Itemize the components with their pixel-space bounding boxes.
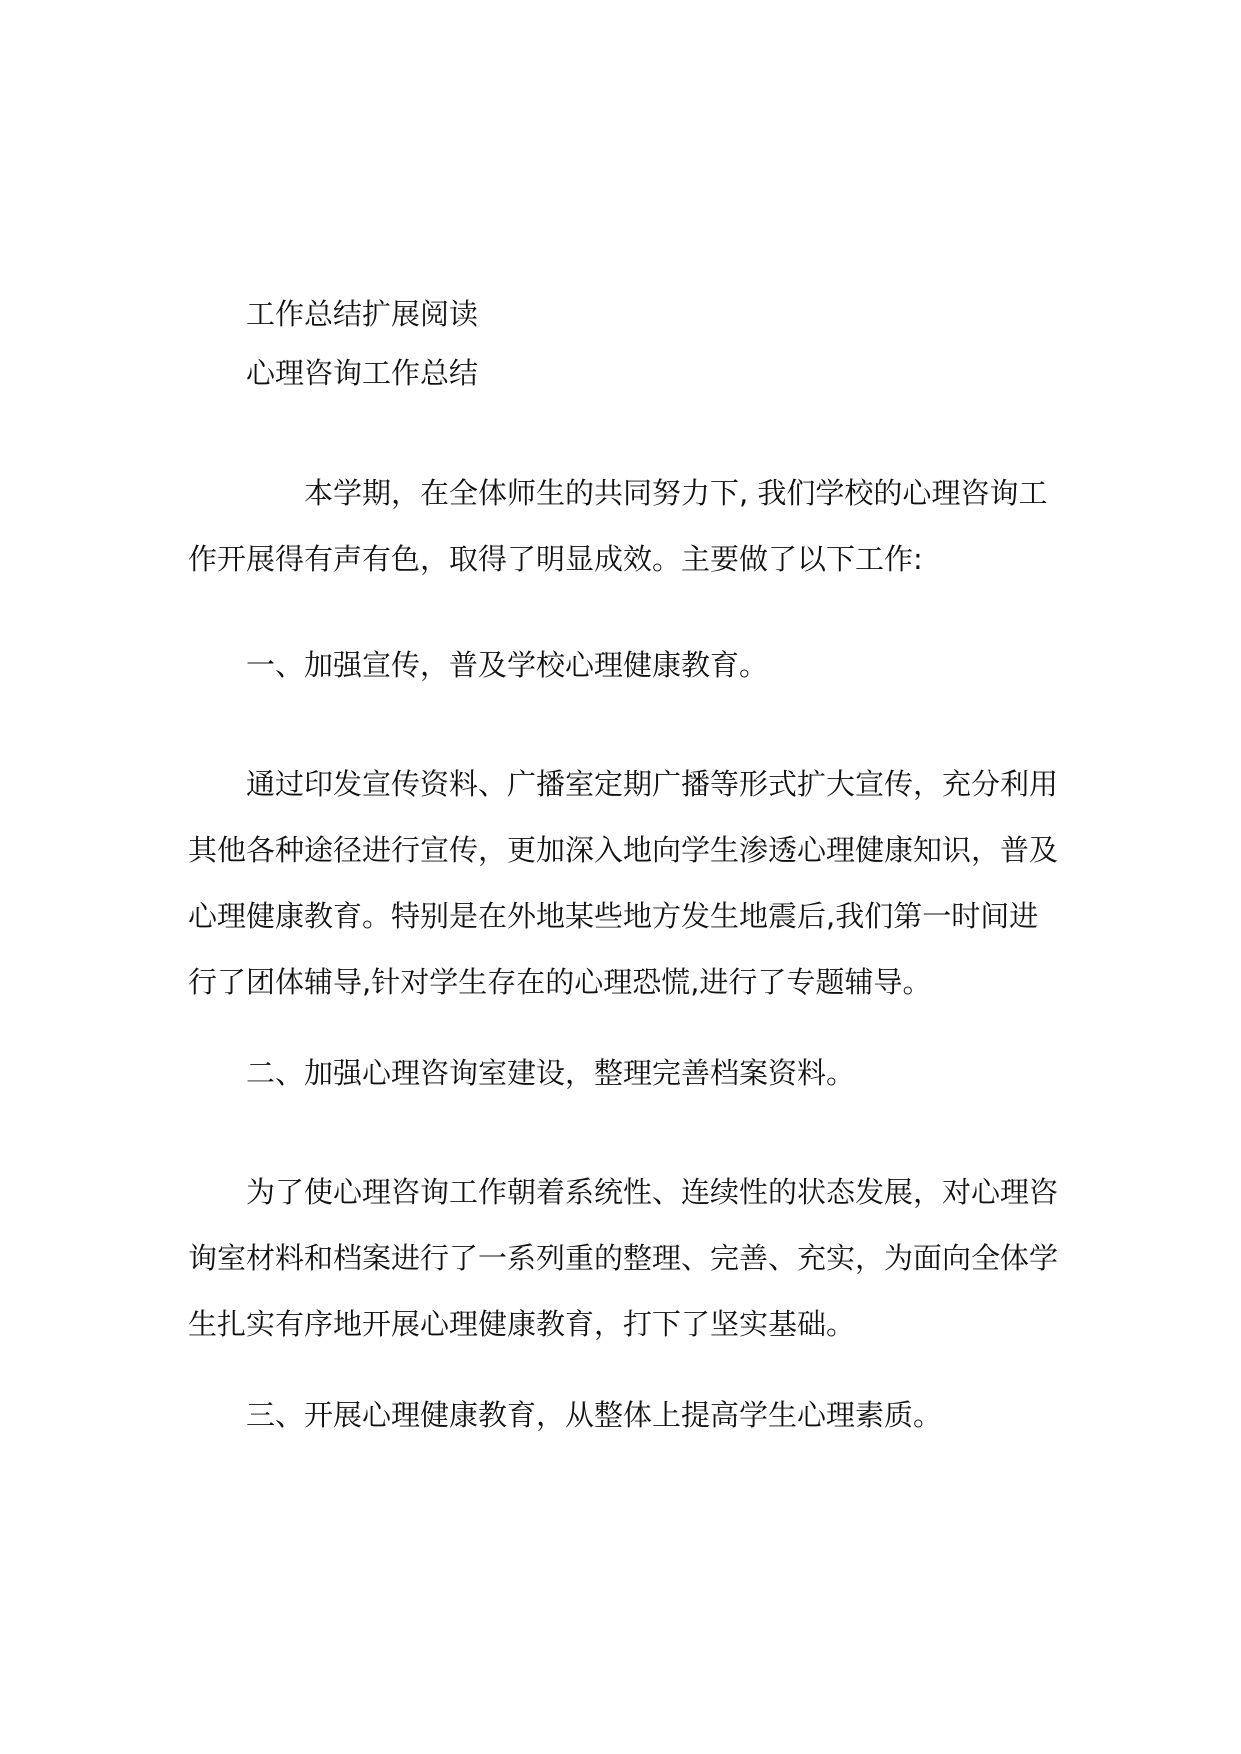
intro-line-1: 本学期，在全体师生的共同努力下, 我们学校的心理咨询工 xyxy=(304,476,1048,510)
header-line-1: 工作总结扩展阅读 xyxy=(246,297,479,331)
intro-line-2: 作开展得有声有色，取得了明显成效。主要做了以下工作: xyxy=(188,542,923,576)
section-1-heading: 一、加强宣传，普及学校心理健康教育。 xyxy=(246,648,769,682)
section-2-line-3: 生扎实有序地开展心理健康教育，打下了坚实基础。 xyxy=(188,1307,856,1341)
section-2-line-1: 为了使心理咨询工作朝着系统性、连续性的状态发展，对心理咨 xyxy=(246,1175,1059,1209)
section-1-line-3: 心理健康教育。特别是在外地某些地方发生地震后,我们第一时间进 xyxy=(188,899,1039,933)
section-2-paragraph xyxy=(188,1159,1058,1357)
header-line-2: 心理咨询工作总结 xyxy=(246,356,479,390)
section-1-line-1: 通过印发宣传资料、广播室定期广播等形式扩大宣传，充分利用 xyxy=(246,767,1059,801)
section-1-line-4: 行了团体辅导,针对学生存在的心理恐慌,进行了专题辅导。 xyxy=(188,965,932,999)
section-1-paragraph xyxy=(188,751,1058,1015)
section-3-heading: 三、开展心理健康教育，从整体上提高学生心理素质。 xyxy=(246,1398,943,1432)
section-2-heading: 二、加强心理咨询室建设，整理完善档案资料。 xyxy=(246,1056,856,1090)
section-2-line-2: 询室材料和档案进行了一系列重的整理、完善、充实，为面向全体学 xyxy=(188,1241,1059,1275)
intro-paragraph xyxy=(188,460,1058,592)
section-1-line-2: 其他各种途径进行宣传，更加深入地向学生渗透心理健康知识，普及 xyxy=(188,833,1059,867)
